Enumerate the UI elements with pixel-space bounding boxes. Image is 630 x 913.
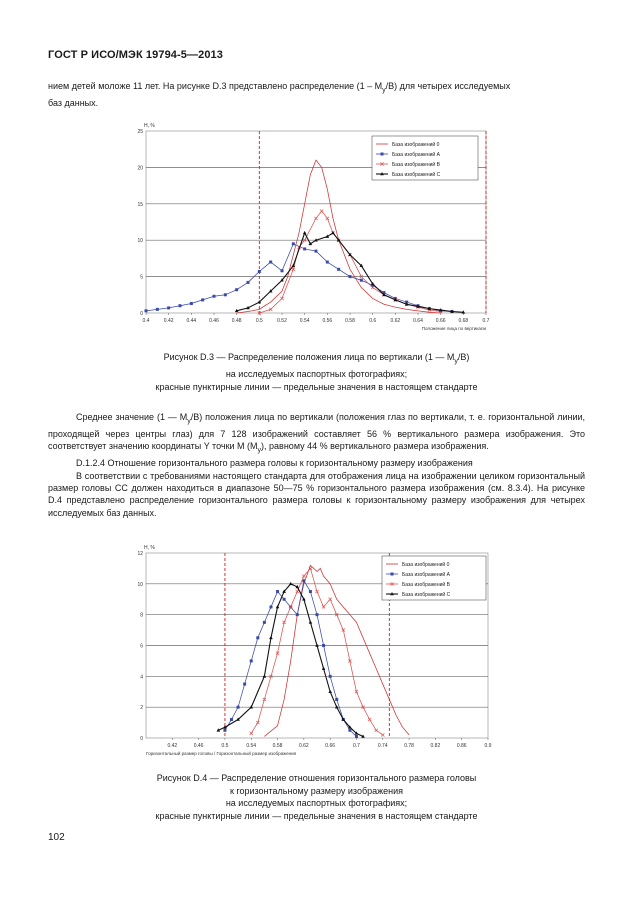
y-axis-label: Н, % bbox=[144, 123, 155, 129]
data-point bbox=[247, 281, 250, 284]
data-point bbox=[329, 675, 332, 678]
x-tick-label: 0.4 bbox=[142, 318, 150, 324]
body-p1c: ), равному 44 % вертикального размера изображения. bbox=[261, 441, 489, 452]
y-tick-label: 2 bbox=[140, 705, 143, 712]
caption-d3-l1: Рисунок D.3 — Распределение положения лица по вертикали (1 — M bbox=[163, 352, 455, 362]
legend-label: База изображений В bbox=[392, 161, 440, 168]
data-point bbox=[283, 598, 286, 601]
chart-d3 bbox=[118, 116, 498, 341]
x-tick-label: 0.58 bbox=[345, 318, 355, 324]
data-point bbox=[224, 293, 227, 296]
y-axis-label: Н, % bbox=[144, 545, 155, 551]
data-point bbox=[179, 304, 182, 307]
x-tick-label: 0.5 bbox=[255, 318, 263, 324]
x-tick-label: 0.74 bbox=[377, 743, 388, 749]
caption-d3-sub: y bbox=[454, 357, 458, 365]
x-tick-label: 0.46 bbox=[209, 318, 219, 324]
y-tick-label: 15 bbox=[137, 201, 143, 208]
data-point bbox=[250, 659, 253, 662]
x-tick-label: 0.42 bbox=[167, 743, 178, 749]
x-tick-label: 0.82 bbox=[430, 743, 441, 749]
x-tick-label: 0.78 bbox=[404, 743, 414, 749]
data-point bbox=[292, 242, 295, 245]
caption-d3-l2: на исследуемых паспортных фотографиях; bbox=[225, 369, 408, 380]
x-tick-label: 0.54 bbox=[246, 743, 257, 749]
x-tick-label: 0.66 bbox=[435, 318, 446, 324]
x-tick-label: 0.44 bbox=[186, 318, 197, 324]
data-point bbox=[326, 261, 329, 264]
data-point bbox=[360, 279, 363, 282]
data-point bbox=[302, 579, 305, 582]
data-point bbox=[335, 698, 338, 701]
intro-text-end: баз данных. bbox=[48, 98, 99, 109]
data-point bbox=[349, 275, 352, 278]
data-point bbox=[348, 729, 351, 732]
legend-label: База изображений 0 bbox=[392, 141, 440, 148]
x-tick-label: 0.64 bbox=[413, 318, 423, 324]
intro-subscript: y bbox=[382, 86, 386, 94]
figure-d4-caption bbox=[48, 772, 585, 822]
intro-text-cont: /B) для четырех исследуемых bbox=[385, 81, 511, 91]
data-point bbox=[276, 590, 279, 593]
data-point bbox=[243, 683, 246, 686]
legend-label: База изображений А bbox=[392, 151, 440, 158]
legend-label: База изображений С bbox=[392, 171, 441, 178]
x-tick-label: 0.54 bbox=[299, 318, 310, 324]
page-number: 102 bbox=[48, 832, 65, 843]
figure-d3-caption bbox=[48, 351, 585, 393]
legend-label: База изображений А bbox=[402, 571, 450, 578]
data-point bbox=[316, 613, 319, 616]
y-tick-label: 10 bbox=[137, 238, 143, 245]
legend-label: База изображений 0 bbox=[402, 561, 450, 568]
y-tick-label: 5 bbox=[140, 274, 143, 281]
data-point bbox=[237, 706, 240, 709]
x-tick-label: 0.42 bbox=[163, 318, 174, 324]
caption-d4-l3: на исследуемых паспортных фотографиях; bbox=[225, 798, 408, 808]
data-point bbox=[269, 605, 272, 608]
body-p1b: /B) положения лица по вертикали (положения глаз по вертикали, т. е. горизонтальной линии, проходящей через центры глаз) для 7 128 изображений составляет 56 % вертикального размера изображения. Это соответствует значению координаты Y точки M (M bbox=[48, 412, 585, 452]
y-tick-label: 10 bbox=[137, 581, 143, 588]
x-tick-label: 0.52 bbox=[277, 318, 287, 324]
x-axis-label: Положение лица по вертикали bbox=[421, 326, 486, 331]
data-point bbox=[156, 308, 159, 311]
body-paragraph-1 bbox=[48, 411, 585, 457]
caption-d3-l1b: /B) bbox=[457, 352, 470, 362]
data-point bbox=[223, 729, 226, 732]
legend-marker bbox=[381, 153, 384, 156]
data-point bbox=[269, 261, 272, 264]
y-tick-label: 25 bbox=[137, 129, 143, 135]
body-paragraph-2: D.1.2.4 Отношение горизонтального размера головы к горизонтальному размеру изображения bbox=[76, 458, 473, 469]
data-point bbox=[145, 309, 148, 312]
intro-text: нием детей моложе 11 лет. На рисунке D.3 представлено распределение (1 – M bbox=[48, 81, 383, 91]
data-point bbox=[201, 298, 204, 301]
x-tick-label: 0.68 bbox=[458, 318, 469, 324]
intro-paragraph bbox=[48, 80, 585, 109]
x-tick-label: 0.58 bbox=[272, 743, 283, 749]
y-tick-label: 12 bbox=[137, 551, 143, 557]
caption-d4-l2: к горизонтальному размеру изображения bbox=[229, 785, 404, 796]
y-tick-label: 0 bbox=[140, 736, 143, 742]
x-tick-label: 0.7 bbox=[482, 318, 490, 324]
x-tick-label: 0.9 bbox=[484, 743, 492, 749]
y-tick-label: 4 bbox=[140, 674, 143, 681]
data-point bbox=[263, 621, 266, 624]
data-point bbox=[190, 302, 193, 305]
x-tick-label: 0.56 bbox=[322, 318, 333, 324]
y-tick-label: 8 bbox=[140, 612, 143, 619]
data-point bbox=[309, 590, 312, 593]
body-p1-sub: y bbox=[187, 417, 191, 425]
y-tick-label: 20 bbox=[137, 165, 143, 172]
data-point bbox=[296, 613, 299, 616]
body-p1a: Среднее значение (1 — M bbox=[76, 412, 188, 422]
data-point bbox=[315, 250, 318, 253]
x-tick-label: 0.66 bbox=[325, 743, 336, 749]
document-header: ГОСТ Р ИСО/МЭК 19794-5—2013 bbox=[48, 49, 223, 61]
x-tick-label: 0.62 bbox=[298, 743, 309, 749]
data-point bbox=[213, 295, 216, 298]
x-tick-label: 0.5 bbox=[221, 743, 229, 749]
x-tick-label: 0.86 bbox=[456, 743, 467, 749]
x-tick-label: 0.7 bbox=[352, 743, 360, 749]
legend-label: База изображений С bbox=[402, 591, 451, 598]
data-point bbox=[337, 268, 340, 271]
chart-d4 bbox=[118, 540, 498, 762]
y-tick-label: 0 bbox=[140, 311, 143, 317]
x-tick-label: 0.6 bbox=[369, 318, 377, 324]
figure-d4 bbox=[118, 540, 498, 767]
legend-label: База изображений В bbox=[402, 581, 450, 588]
caption-d3-l3: красные пунктирные линии — предельные значения в настоящем стандарте bbox=[155, 381, 478, 392]
caption-d4-l1: Рисунок D.4 — Распределение отношения горизонтального размера головы bbox=[156, 773, 477, 783]
legend-marker bbox=[391, 573, 394, 576]
caption-d4-l4: красные пунктирные линии — предельные значения в настоящем стандарте bbox=[155, 810, 478, 821]
figure-d3 bbox=[118, 116, 498, 346]
data-point bbox=[167, 306, 170, 309]
y-tick-label: 6 bbox=[140, 643, 143, 650]
x-tick-label: 0.46 bbox=[193, 743, 204, 749]
data-point bbox=[256, 636, 259, 639]
x-tick-label: 0.62 bbox=[390, 318, 401, 324]
data-point bbox=[258, 270, 261, 273]
body-p1-sub2: y bbox=[257, 447, 262, 455]
data-point bbox=[235, 288, 238, 291]
data-point bbox=[303, 247, 306, 250]
data-point bbox=[281, 269, 284, 272]
x-tick-label: 0.48 bbox=[231, 318, 242, 324]
data-point bbox=[322, 644, 325, 647]
data-point bbox=[355, 735, 358, 738]
body-paragraph-3: В соответствии с требованиями настоящего стандарта для отображения лица на изображении целиком горизонтальный размер головы CC должен находиться в диапазоне 50—75 % горизонтального размера изображения (см. 8.3.4). На рисунке D.4 представлено распределение горизонтального размера головы к горизонтальному размеру изображения для четырех исследуемых баз данных. bbox=[48, 470, 585, 518]
x-axis-label: Горизонтальный размер головы / Горизонтальный размер изображения bbox=[146, 751, 297, 756]
data-point bbox=[230, 718, 233, 721]
body-text bbox=[48, 411, 585, 519]
